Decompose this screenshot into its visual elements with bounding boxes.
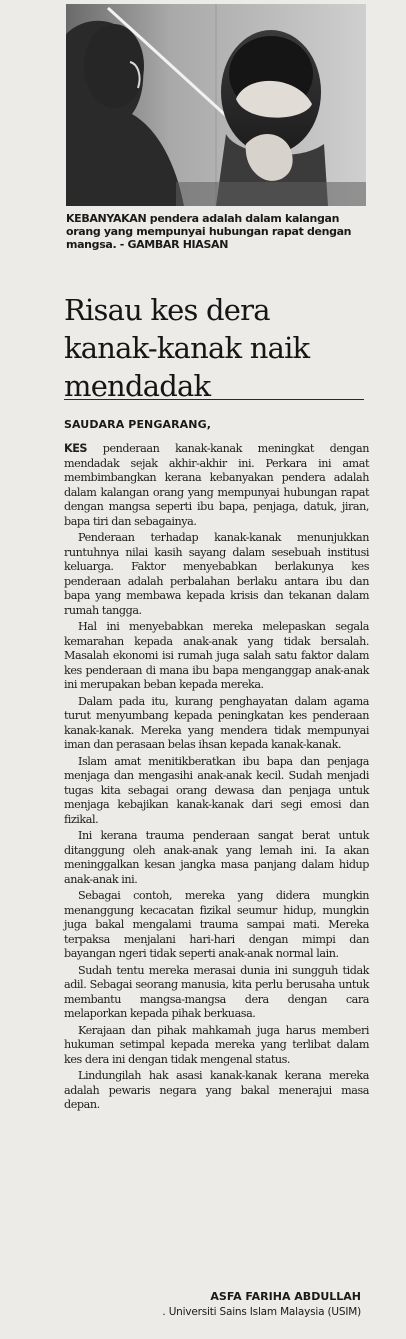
body-paragraph [64, 442, 369, 529]
body-paragraph: Lindungilah hak asasi kanak-kanak kerana mereka adalah pewaris negara yang bakal menerajui masa depan. [64, 1069, 369, 1111]
body-paragraph: Kerajaan dan pihak mahkamah juga harus memberi hukuman setimpal kepada mereka yang terlibat dalam kes dera ini dengan tidak mengenal status. [64, 1023, 369, 1066]
body-paragraph: Penderaan terhadap kanak-kanak menunjukkan runtuhnya nilai kasih sayang dalam sesebuah institusi keluarga. Faktor menyebabkan berlakunya kes penderaan adalah perbalahan berlaku antara ibu dan bapa yang membawa kepada krisis dan tekanan dalam rumah tangga. [64, 531, 369, 617]
body-paragraph: Sudah tentu mereka merasai dunia ini sungguh tidak adil. Sebagai seorang manusia, kita perlu berusaha untuk membantu mangsa-mangsa dera dengan cara melaporkan kepada pihak berkuasa. [64, 963, 369, 1020]
photo-caption [66, 212, 371, 251]
caption-lead: KEBANYAKAN [66, 212, 147, 225]
photo-woman-consoling-child-icon [66, 4, 366, 206]
opening-word: KES [64, 442, 88, 455]
article-headline: Risau kes dera kanak-kanak naik mendadak [64, 293, 310, 404]
body-paragraph: Hal ini menyebabkan mereka melepaskan segala kemarahan kepada anak-anak yang tidak bersalah. Masalah ekonomi isi rumah juga salah satu faktor dalam kes penderaan di mana ibu bapa menganggap anak-anak ini merupakan beban kepada mereka. [64, 620, 369, 691]
caption-text: pendera adalah dalam kalangan orang yang mempunyai hubungan rapat dengan mangsa. - GAMBAR HIASAN [66, 212, 352, 251]
body-paragraph: Sebagai contoh, mereka yang didera mungkin menanggung kecacatan fizikal seumur hidup, mungkin juga bakal mengalami trauma sampai mati. Mereka terpaksa menjalani hari-hari dengan mimpi dan bayangan ngeri tidak seperti anak-anak normal lain. [64, 889, 369, 960]
byline-salutation: SAUDARA PENGARANG, [64, 418, 212, 431]
body-paragraph: Islam amat menitikberatkan ibu bapa dan penjaga menjaga dan mengasihi anak-anak kecil. Sudah menjadi tugas kita sebagai orang dewasa dan penjaga untuk menjaga kebajikan kanak-kanak dari segi emosi dan fizikal. [64, 754, 369, 826]
author-name: ASFA FARIHA ABDULLAH [210, 1290, 361, 1303]
headline-divider [64, 399, 364, 400]
photo-illustration [66, 4, 366, 206]
body-paragraph: Dalam pada itu, kurang penghayatan dalam agama turut menyumbang kepada peningkatan kes penderaan kanak-kanak. Mereka yang mendera tidak mempunyai iman dan perasaan belas ihsan kepada kanak-kanak. [64, 694, 369, 751]
article-body [64, 442, 369, 1115]
paragraph-text: penderaan kanak-kanak meningkat dengan mendadak sejak akhir-akhir ini. Perkara ini amat membimbangkan kerana kebanyakan pendera adalah dalam kalangan orang yang mempunyai hubungan rapat dengan mangsa seperti ibu bapa, penjaga, datuk, jiran, bapa tiri dan sebagainya. [64, 442, 369, 528]
body-paragraph: Ini kerana trauma penderaan sangat berat untuk ditanggung oleh anak-anak yang lemah ini. Ia akan meninggalkan kesan jangka masa panjang dalam hidup anak-anak ini. [64, 829, 369, 886]
author-affiliation: . Universiti Sains Islam Malaysia (USIM) [162, 1306, 361, 1318]
